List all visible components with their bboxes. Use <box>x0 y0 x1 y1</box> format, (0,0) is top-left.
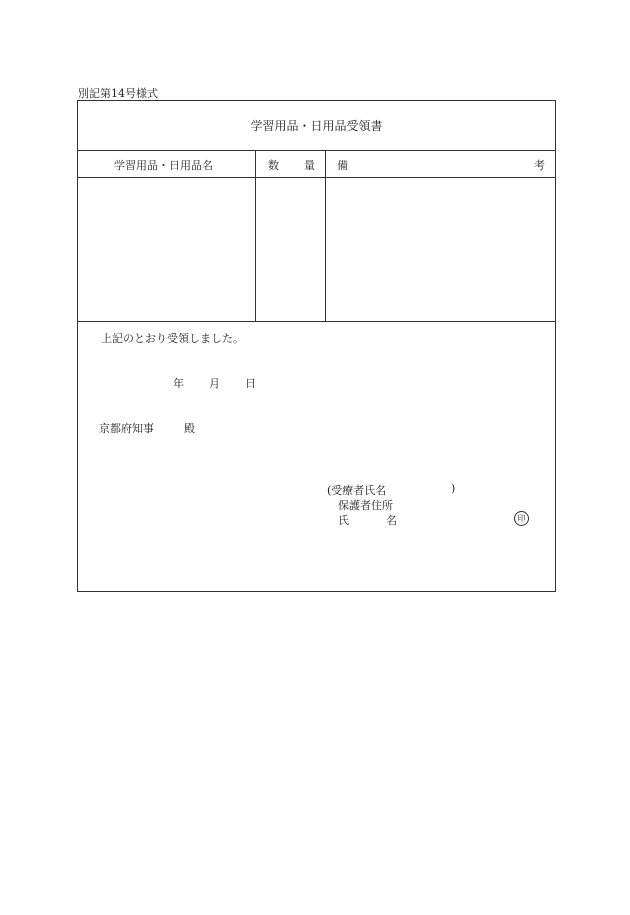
header-remarks-char-1: 備 <box>337 159 348 172</box>
remarks-cell[interactable] <box>326 178 555 320</box>
name-label-char-2: 名 <box>386 514 397 527</box>
quantity-cell[interactable] <box>256 178 324 320</box>
form-title-row <box>78 101 555 151</box>
honorific: 殿 <box>184 422 195 435</box>
recipient-name-close: ) <box>451 482 456 495</box>
receipt-form <box>77 100 556 592</box>
recipient-name-label: (受療者氏名 <box>327 484 387 497</box>
name-label-char-1: 氏 <box>338 514 349 527</box>
seal-mark: 印 <box>514 511 529 526</box>
header-item-name: 学習用品・日用品名 <box>114 159 213 172</box>
item-name-cell[interactable] <box>78 178 254 320</box>
header-quantity-char-1: 数 <box>268 159 279 172</box>
items-table <box>78 151 555 322</box>
form-number: 別記第14号様式 <box>78 87 158 100</box>
confirmation-area <box>78 322 555 593</box>
receipt-statement: 上記のとおり受領しました。 <box>101 332 244 345</box>
date-year-label: 年 <box>173 377 184 390</box>
form-title: 学習用品・日用品受領書 <box>250 119 383 133</box>
guardian-address-label: 保護者住所 <box>338 499 393 512</box>
header-quantity-char-2: 量 <box>304 159 315 172</box>
date-month-label: 月 <box>209 377 220 390</box>
addressee: 京都府知事 <box>99 422 154 435</box>
header-remarks-char-2: 考 <box>534 159 545 172</box>
date-day-label: 日 <box>245 377 256 390</box>
